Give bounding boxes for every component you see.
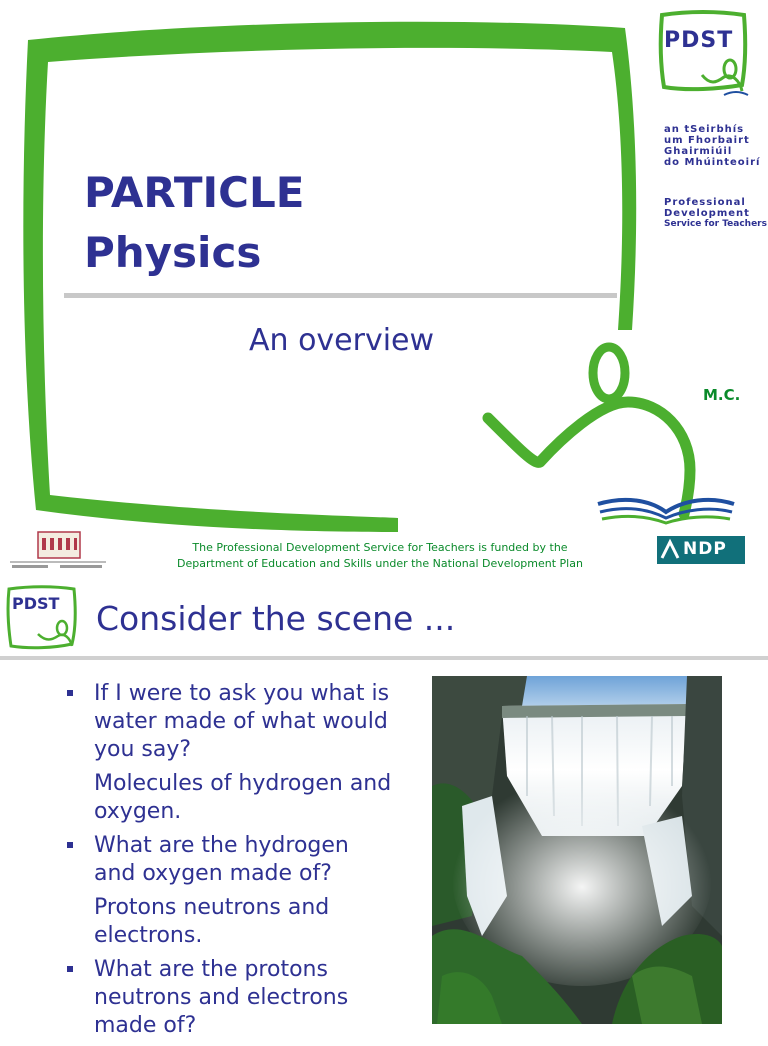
irish-line: do Mhúinteoirí xyxy=(664,157,761,168)
answer-text: Protons neutrons and electrons. xyxy=(94,895,330,948)
bullet-item: If I were to ask you what is water made of what would you say? xyxy=(64,680,394,764)
bullet-list xyxy=(64,680,394,1046)
ndp-mark-icon xyxy=(660,540,682,560)
irish-name xyxy=(664,124,764,168)
irish-line: Ghairmiúil xyxy=(664,146,733,157)
title-line-1: PARTICLE xyxy=(84,168,305,217)
irish-line: an tSeirbhís xyxy=(664,124,745,135)
pdst-logo-icon xyxy=(658,11,750,99)
department-crest-icon xyxy=(8,530,108,572)
pdst-small-logo-text: PDST xyxy=(12,594,60,613)
funding-line-1: The Professional Development Service for Teachers is funded by the xyxy=(192,541,568,554)
title-divider xyxy=(64,293,617,298)
english-line: Development xyxy=(664,208,750,219)
content-slide xyxy=(0,580,768,1038)
subtitle: An overview xyxy=(249,323,435,358)
author-initials: M.C. xyxy=(703,386,741,404)
ndp-logo-text: NDP xyxy=(683,539,727,559)
irish-line: um Fhorbairt xyxy=(664,135,750,146)
slide-title: Consider the scene ... xyxy=(96,599,456,638)
bullet-item: What are the hydrogen and oxygen made of? xyxy=(64,832,394,888)
header-divider xyxy=(0,656,768,660)
funding-statement xyxy=(110,540,650,572)
english-name xyxy=(664,197,767,230)
english-line: Service for Teachers xyxy=(664,219,767,229)
pdst-logo-text: PDST xyxy=(664,28,734,53)
title-line-2: Physics xyxy=(84,228,262,277)
waterfall-photo xyxy=(432,676,722,1024)
bullet-item: What are the protons neutrons and electrons made of? xyxy=(64,956,394,1040)
answer-text: Molecules of hydrogen and oxygen. xyxy=(94,771,392,824)
funding-line-2: Department of Education and Skills under the National Development Plan xyxy=(177,557,583,570)
english-line: Professional xyxy=(664,197,746,208)
